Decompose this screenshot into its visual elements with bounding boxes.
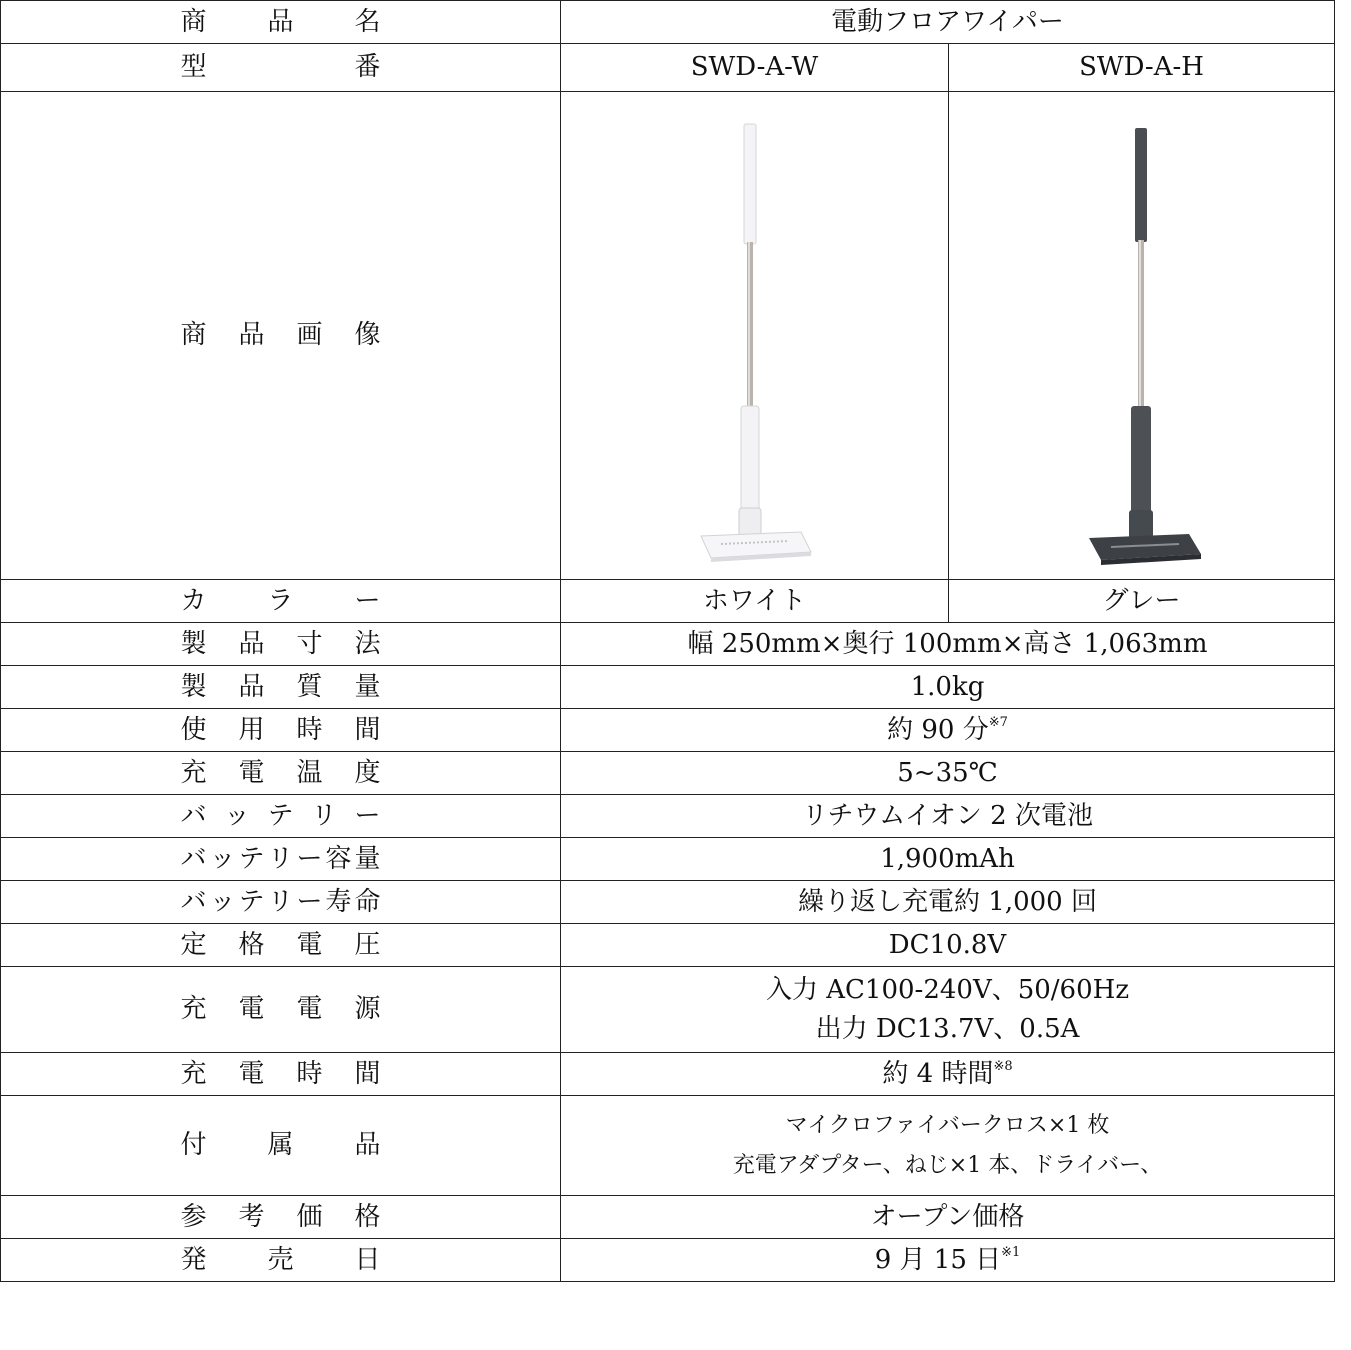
value-charge-time: 約 4 時間$^{※8}$ — [561, 1053, 1335, 1096]
power-output: 出力 DC13.7V、0.5A — [815, 1013, 1080, 1044]
value-release: 9 月 15 日$^{※1}$ — [561, 1239, 1335, 1282]
footnote-mark: ※8 — [993, 1058, 1013, 1074]
row-charge-temp — [1, 752, 1335, 795]
row-dimensions — [1, 623, 1335, 666]
power-input: 入力 AC100-240V、50/60Hz — [765, 975, 1130, 1005]
label-weight: 製品質量 — [1, 666, 561, 709]
row-accessories — [1, 1096, 1335, 1196]
row-battery-life — [1, 881, 1335, 924]
value-color-white: ホワイト — [561, 580, 949, 623]
row-charge-time — [1, 1053, 1335, 1096]
row-usage-time — [1, 709, 1335, 752]
label-usage-time: 使用時間 — [1, 709, 561, 752]
accessory-line-2: 充電アダプター、ねじ×1 本、ドライバー、 — [732, 1152, 1163, 1178]
value-accessories — [561, 1096, 1335, 1196]
label-battery-life: バッテリー寿命 — [1, 881, 561, 924]
value-charge-temp: 5~35℃ — [561, 752, 1335, 795]
value-battery-capacity: 1,900mAh — [561, 838, 1335, 881]
value-dimensions: 幅 250mm×奥行 100mm×高さ 1,063mm — [561, 623, 1335, 666]
label-battery: バッテリー — [1, 795, 561, 838]
row-model — [1, 44, 1335, 92]
footnote-mark: ※7 — [988, 714, 1008, 730]
row-rated-voltage — [1, 924, 1335, 967]
label-color: カラー — [1, 580, 561, 623]
footnote-mark: ※1 — [1001, 1244, 1021, 1260]
label-product-image: 商品画像 — [1, 92, 561, 580]
row-power-supply — [1, 967, 1335, 1053]
value-battery: リチウムイオン 2 次電池 — [561, 795, 1335, 838]
value-price: オープン価格 — [561, 1196, 1335, 1239]
row-weight — [1, 666, 1335, 709]
label-dimensions: 製品寸法 — [1, 623, 561, 666]
value-model-gray: SWD-A-H — [949, 44, 1335, 92]
label-accessories: 付属品 — [1, 1096, 561, 1196]
value-usage-time: 約 90 分$^{※7}$ — [561, 709, 1335, 752]
product-image-gray — [949, 92, 1335, 580]
value-color-gray: グレー — [949, 580, 1335, 623]
row-price — [1, 1196, 1335, 1239]
wiper-white-illustration — [561, 96, 949, 576]
product-image-white — [561, 92, 949, 580]
value-rated-voltage: DC10.8V — [561, 924, 1335, 967]
label-release: 発売日 — [1, 1239, 561, 1282]
label-charge-time: 充電時間 — [1, 1053, 561, 1096]
label-model: 型 番 — [1, 44, 561, 92]
accessory-line-1: マイクロファイバークロス×1 枚 — [785, 1113, 1110, 1138]
label-rated-voltage: 定格電圧 — [1, 924, 561, 967]
row-color — [1, 580, 1335, 623]
value-battery-life: 繰り返し充電約 1,000 回 — [561, 881, 1335, 924]
label-power-supply: 充電電源 — [1, 967, 561, 1053]
value-product-name: 電動フロアワイパー — [561, 1, 1335, 44]
value-power-supply — [561, 967, 1335, 1053]
label-product-name: 商 品 名 — [1, 1, 561, 44]
label-battery-capacity: バッテリー容量 — [1, 838, 561, 881]
value-model-white: SWD-A-W — [561, 44, 949, 92]
row-product-image — [1, 92, 1335, 580]
row-battery-capacity — [1, 838, 1335, 881]
wiper-gray-illustration — [949, 96, 1335, 576]
row-product-name — [1, 1, 1335, 44]
label-charge-temp: 充電温度 — [1, 752, 561, 795]
value-weight: 1.0kg — [561, 666, 1335, 709]
row-battery — [1, 795, 1335, 838]
label-price: 参考価格 — [1, 1196, 561, 1239]
row-release — [1, 1239, 1335, 1282]
